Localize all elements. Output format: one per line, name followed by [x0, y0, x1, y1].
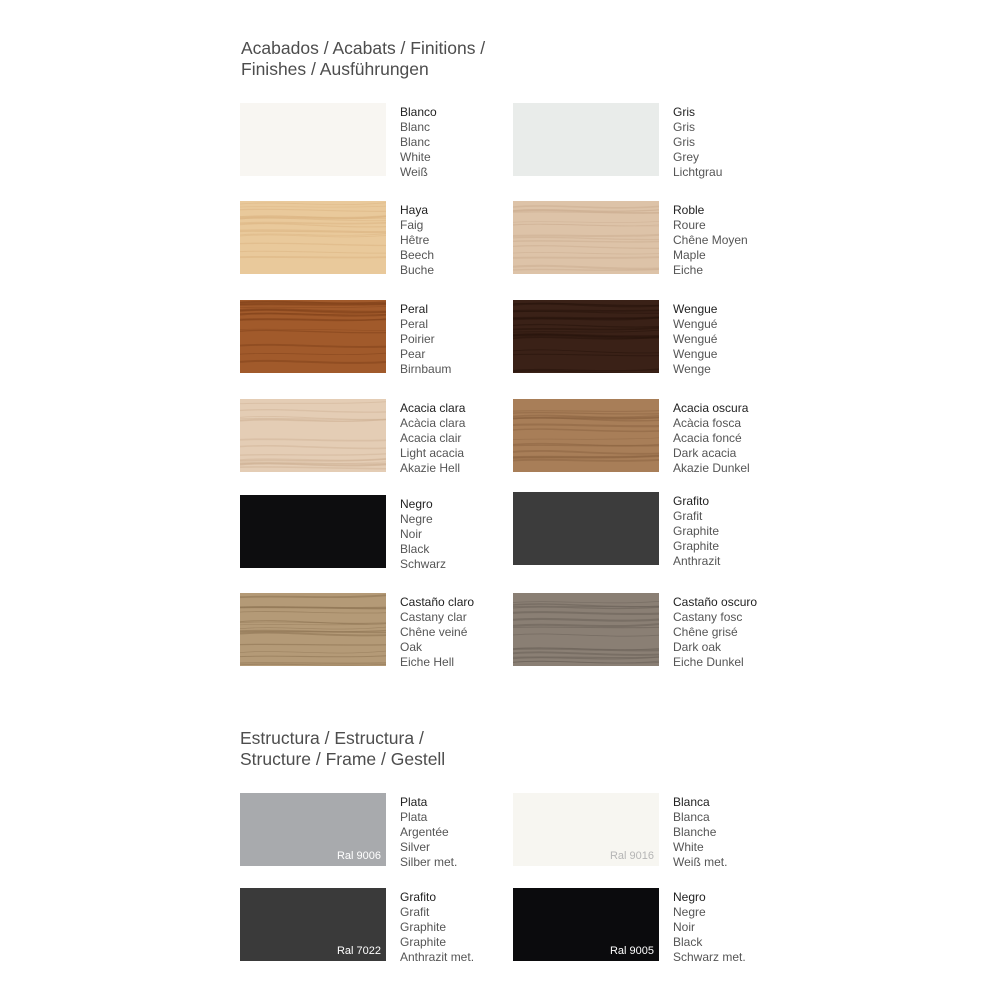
- ral-code-label: Ral 9006: [336, 850, 381, 862]
- finish-name-translation: Wengué: [673, 332, 718, 346]
- finish-name-translation: Acàcia fosca: [673, 416, 742, 430]
- finish-names: [400, 595, 515, 670]
- finish-name-primary: Acacia oscura: [673, 401, 749, 415]
- finish-name-translation: Birnbaum: [400, 362, 452, 376]
- finish-swatch: [513, 399, 659, 472]
- finish-item: [513, 103, 783, 181]
- finish-name-translation: Poirier: [400, 332, 435, 346]
- structure-heading-line1: Estructura / Estructura /: [240, 728, 424, 748]
- finish-name-translation: Lichtgrau: [673, 165, 723, 179]
- structure-swatch: [240, 888, 386, 961]
- finish-name-translation: Acacia clair: [400, 431, 462, 445]
- structure-names: [400, 795, 515, 870]
- finish-swatch: [240, 593, 386, 666]
- finish-item: [513, 201, 783, 279]
- finish-name-translation: Oak: [400, 640, 423, 654]
- finish-name-translation: Chêne veiné: [400, 625, 468, 639]
- structure-swatch: [513, 793, 659, 866]
- finish-swatch: [240, 103, 386, 176]
- finish-swatch: [240, 300, 386, 373]
- finish-item: [240, 103, 510, 181]
- finish-item: [513, 492, 783, 570]
- finish-name-translation: Acacia foncé: [673, 431, 742, 445]
- structure-item: [513, 793, 783, 871]
- ral-code-label: Ral 9005: [609, 945, 654, 957]
- finish-item: [513, 593, 783, 671]
- finish-name-translation: Light acacia: [400, 446, 465, 460]
- finish-name-translation: White: [673, 840, 704, 854]
- finish-name-translation: Blanc: [400, 120, 431, 134]
- finishes-heading-line2: Finishes / Ausführungen: [241, 59, 429, 79]
- finish-name-translation: Eiche Hell: [400, 655, 455, 669]
- wood-grain-texture: [240, 399, 386, 472]
- structure-item: [240, 888, 510, 966]
- finish-name-translation: Graphite: [673, 539, 720, 553]
- finish-name-translation: Graphite: [400, 935, 447, 949]
- finish-name-translation: Grafit: [673, 509, 703, 523]
- finish-name-primary: Grafito: [400, 890, 437, 904]
- finish-name-translation: Anthrazit: [673, 554, 721, 568]
- finish-name-translation: Wengue: [673, 347, 718, 361]
- structure-item: [513, 888, 783, 966]
- wood-grain-texture: [240, 201, 386, 274]
- finish-name-translation: Graphite: [673, 524, 720, 538]
- finish-name-translation: Peral: [400, 317, 429, 331]
- wood-grain-texture: [513, 300, 659, 373]
- finish-names: [673, 105, 788, 180]
- finish-name-translation: Castany fosc: [673, 610, 743, 624]
- finish-name-translation: Pear: [400, 347, 426, 361]
- finish-name-translation: Gris: [673, 135, 695, 149]
- finish-swatch: [513, 300, 659, 373]
- structure-heading: [240, 728, 445, 770]
- finish-item: [240, 593, 510, 671]
- wood-grain-texture: [513, 399, 659, 472]
- finish-swatch: [240, 495, 386, 568]
- structure-names: [400, 890, 515, 965]
- structure-swatch: [240, 793, 386, 866]
- finish-name-translation: Noir: [400, 527, 423, 541]
- finish-name-primary: Roble: [673, 203, 705, 217]
- finish-name-primary: Acacia clara: [400, 401, 466, 415]
- finish-name-translation: Silver: [400, 840, 431, 854]
- finish-swatch: [513, 201, 659, 274]
- finish-swatch: [240, 201, 386, 274]
- finish-name-translation: Blanca: [673, 810, 710, 824]
- finish-name-translation: Argentée: [400, 825, 449, 839]
- wood-grain-texture: [513, 201, 659, 274]
- finish-item: [240, 495, 510, 573]
- structure-names: [673, 795, 788, 870]
- structure-names: [673, 890, 788, 965]
- finish-name-primary: Negro: [673, 890, 706, 904]
- finish-name-translation: Schwarz: [400, 557, 447, 571]
- finish-name-translation: Weiß: [400, 165, 428, 179]
- wood-grain-texture: [513, 593, 659, 666]
- finish-name-translation: Maple: [673, 248, 706, 262]
- finish-names: [400, 401, 515, 476]
- finish-name-translation: Negre: [400, 512, 433, 526]
- finish-name-translation: Hêtre: [400, 233, 430, 247]
- finish-name-primary: Blanca: [673, 795, 710, 809]
- finish-name-translation: Beech: [400, 248, 435, 262]
- finish-name-translation: Black: [400, 542, 430, 556]
- finish-name-translation: Silber met.: [400, 855, 458, 869]
- finish-name-translation: Gris: [673, 120, 695, 134]
- finish-name-primary: Wengue: [673, 302, 718, 316]
- finish-name-translation: Akazie Dunkel: [673, 461, 750, 475]
- finish-swatch: [240, 399, 386, 472]
- finish-name-translation: Castany clar: [400, 610, 467, 624]
- finish-name-primary: Grafito: [673, 494, 710, 508]
- finish-name-primary: Peral: [400, 302, 429, 316]
- finish-name-primary: Plata: [400, 795, 428, 809]
- finish-name-translation: Faig: [400, 218, 424, 232]
- ral-code-label: Ral 7022: [336, 945, 381, 957]
- finishes-heading-line1: Acabados / Acabats / Finitions /: [241, 38, 486, 58]
- finish-swatch: [513, 492, 659, 565]
- finish-swatch: [513, 103, 659, 176]
- structure-heading-line2: Structure / Frame / Gestell: [240, 749, 446, 769]
- ral-code-label: Ral 9016: [609, 850, 654, 862]
- finish-name-translation: Roure: [673, 218, 706, 232]
- finish-names: [673, 203, 788, 278]
- finish-item: [513, 399, 783, 477]
- finish-name-translation: White: [400, 150, 431, 164]
- finish-name-translation: Akazie Hell: [400, 461, 461, 475]
- finish-name-primary: Castaño claro: [400, 595, 475, 609]
- finish-name-translation: Blanche: [673, 825, 717, 839]
- finish-name-translation: Blanc: [400, 135, 431, 149]
- structure-swatch: [513, 888, 659, 961]
- finish-names: [400, 105, 515, 180]
- structure-item: [240, 793, 510, 871]
- finish-names: [673, 595, 788, 670]
- finish-name-translation: Chêne Moyen: [673, 233, 748, 247]
- finish-name-translation: Grey: [673, 150, 700, 164]
- finish-name-primary: Haya: [400, 203, 429, 217]
- finish-names: [673, 401, 788, 476]
- finish-names: [400, 302, 515, 377]
- finish-names: [673, 494, 788, 569]
- finishes-heading: [241, 38, 485, 80]
- finish-name-primary: Blanco: [400, 105, 437, 119]
- finish-name-translation: Eiche Dunkel: [673, 655, 744, 669]
- finish-name-translation: Acàcia clara: [400, 416, 466, 430]
- finish-names: [673, 302, 788, 377]
- finish-name-primary: Castaño oscuro: [673, 595, 758, 609]
- finish-name-translation: Weiß met.: [673, 855, 728, 869]
- finish-item: [240, 399, 510, 477]
- finish-item: [240, 201, 510, 279]
- finish-name-translation: Grafit: [400, 905, 430, 919]
- finish-name-translation: Wengué: [673, 317, 718, 331]
- finish-name-translation: Negre: [673, 905, 706, 919]
- finish-name-translation: Dark acacia: [673, 446, 737, 460]
- finish-name-translation: Graphite: [400, 920, 447, 934]
- finish-item: [240, 300, 510, 378]
- finish-name-translation: Dark oak: [673, 640, 722, 654]
- wood-grain-texture: [240, 593, 386, 666]
- finish-name-translation: Anthrazit met.: [400, 950, 475, 964]
- finish-name-translation: Plata: [400, 810, 428, 824]
- finish-name-translation: Noir: [673, 920, 696, 934]
- finish-names: [400, 497, 515, 572]
- finish-item: [513, 300, 783, 378]
- wood-grain-texture: [240, 300, 386, 373]
- finish-name-primary: Gris: [673, 105, 695, 119]
- finish-name-translation: Schwarz met.: [673, 950, 746, 964]
- finish-name-primary: Negro: [400, 497, 433, 511]
- finish-name-translation: Chêne grisé: [673, 625, 738, 639]
- finish-swatch: [513, 593, 659, 666]
- finish-name-translation: Eiche: [673, 263, 704, 277]
- finish-name-translation: Wenge: [673, 362, 711, 376]
- finish-names: [400, 203, 515, 278]
- finish-name-translation: Buche: [400, 263, 435, 277]
- finish-name-translation: Black: [673, 935, 703, 949]
